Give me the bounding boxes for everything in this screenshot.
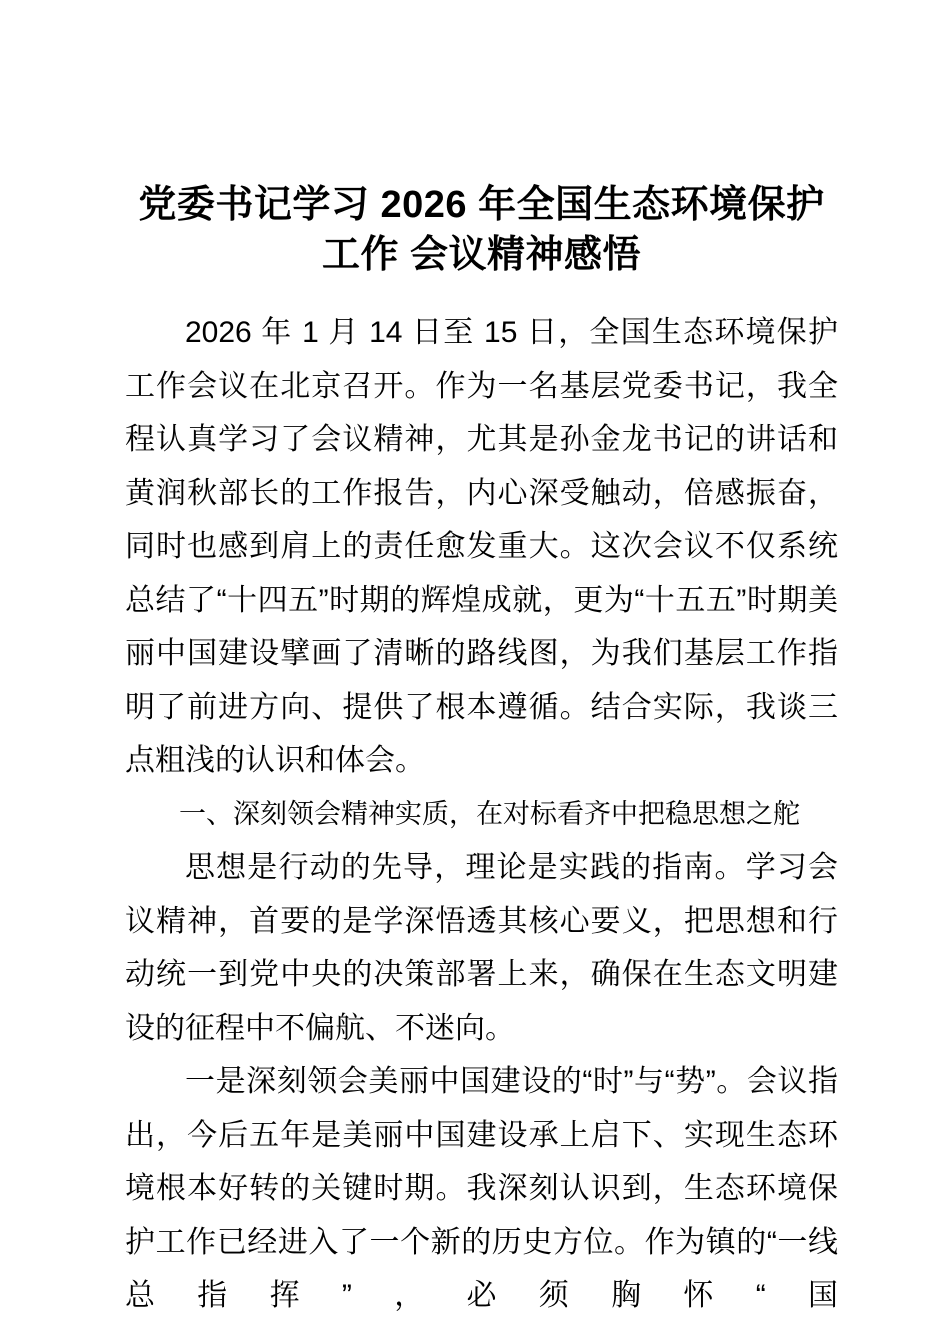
page-title-line-1: 党委书记学习 2026 年全国生态环境保护工作 (138, 184, 825, 276)
page-title (125, 180, 838, 280)
paragraph-intro: 2026 年 1 月 14 日至 15 日，全国生态环境保护工作会议在北京召开。作为一名基层党委书记，我全程认真学习了会议精神，尤其是孙金龙书记的讲话和黄润秋部长的工作报告，内心深受触动，倍感振奋，同时也感到肩上的责任愈发重大。这次会议不仅系统总结了“十四五”时期的辉煌成就，更为“十五五”时期美丽中国建设擘画了清晰的路线图，为我们基层工作指明了前进方向、提供了根本遵循。结合实际，我谈三点粗浅的认识和体会。 (125, 316, 838, 777)
paragraph-point-one: 一是深刻领会美丽中国建设的“时”与“势”。会议指出，今后五年是美丽中国建设承上启下、实现生态环境根本好转的关键时期。我深刻认识到，生态环境保护工作已经进入了一个新的历史方位。作为镇的“一线总指挥”，必须胸怀“国 (125, 1065, 838, 1312)
page-title-line-2: 会议精神感悟 (410, 234, 642, 276)
paragraph-section-one-intro: 思想是行动的先导，理论是实践的指南。学习会议精神，首要的是学深悟透其核心要义，把思想和行动统一到党中央的决策部署上来，确保在生态文明建设的征程中不偏航、不迷向。 (125, 851, 838, 1045)
section-heading-one: 一、深刻领会精神实质，在对标看齐中把稳思想之舵 (179, 798, 800, 829)
document-body (125, 306, 838, 1323)
